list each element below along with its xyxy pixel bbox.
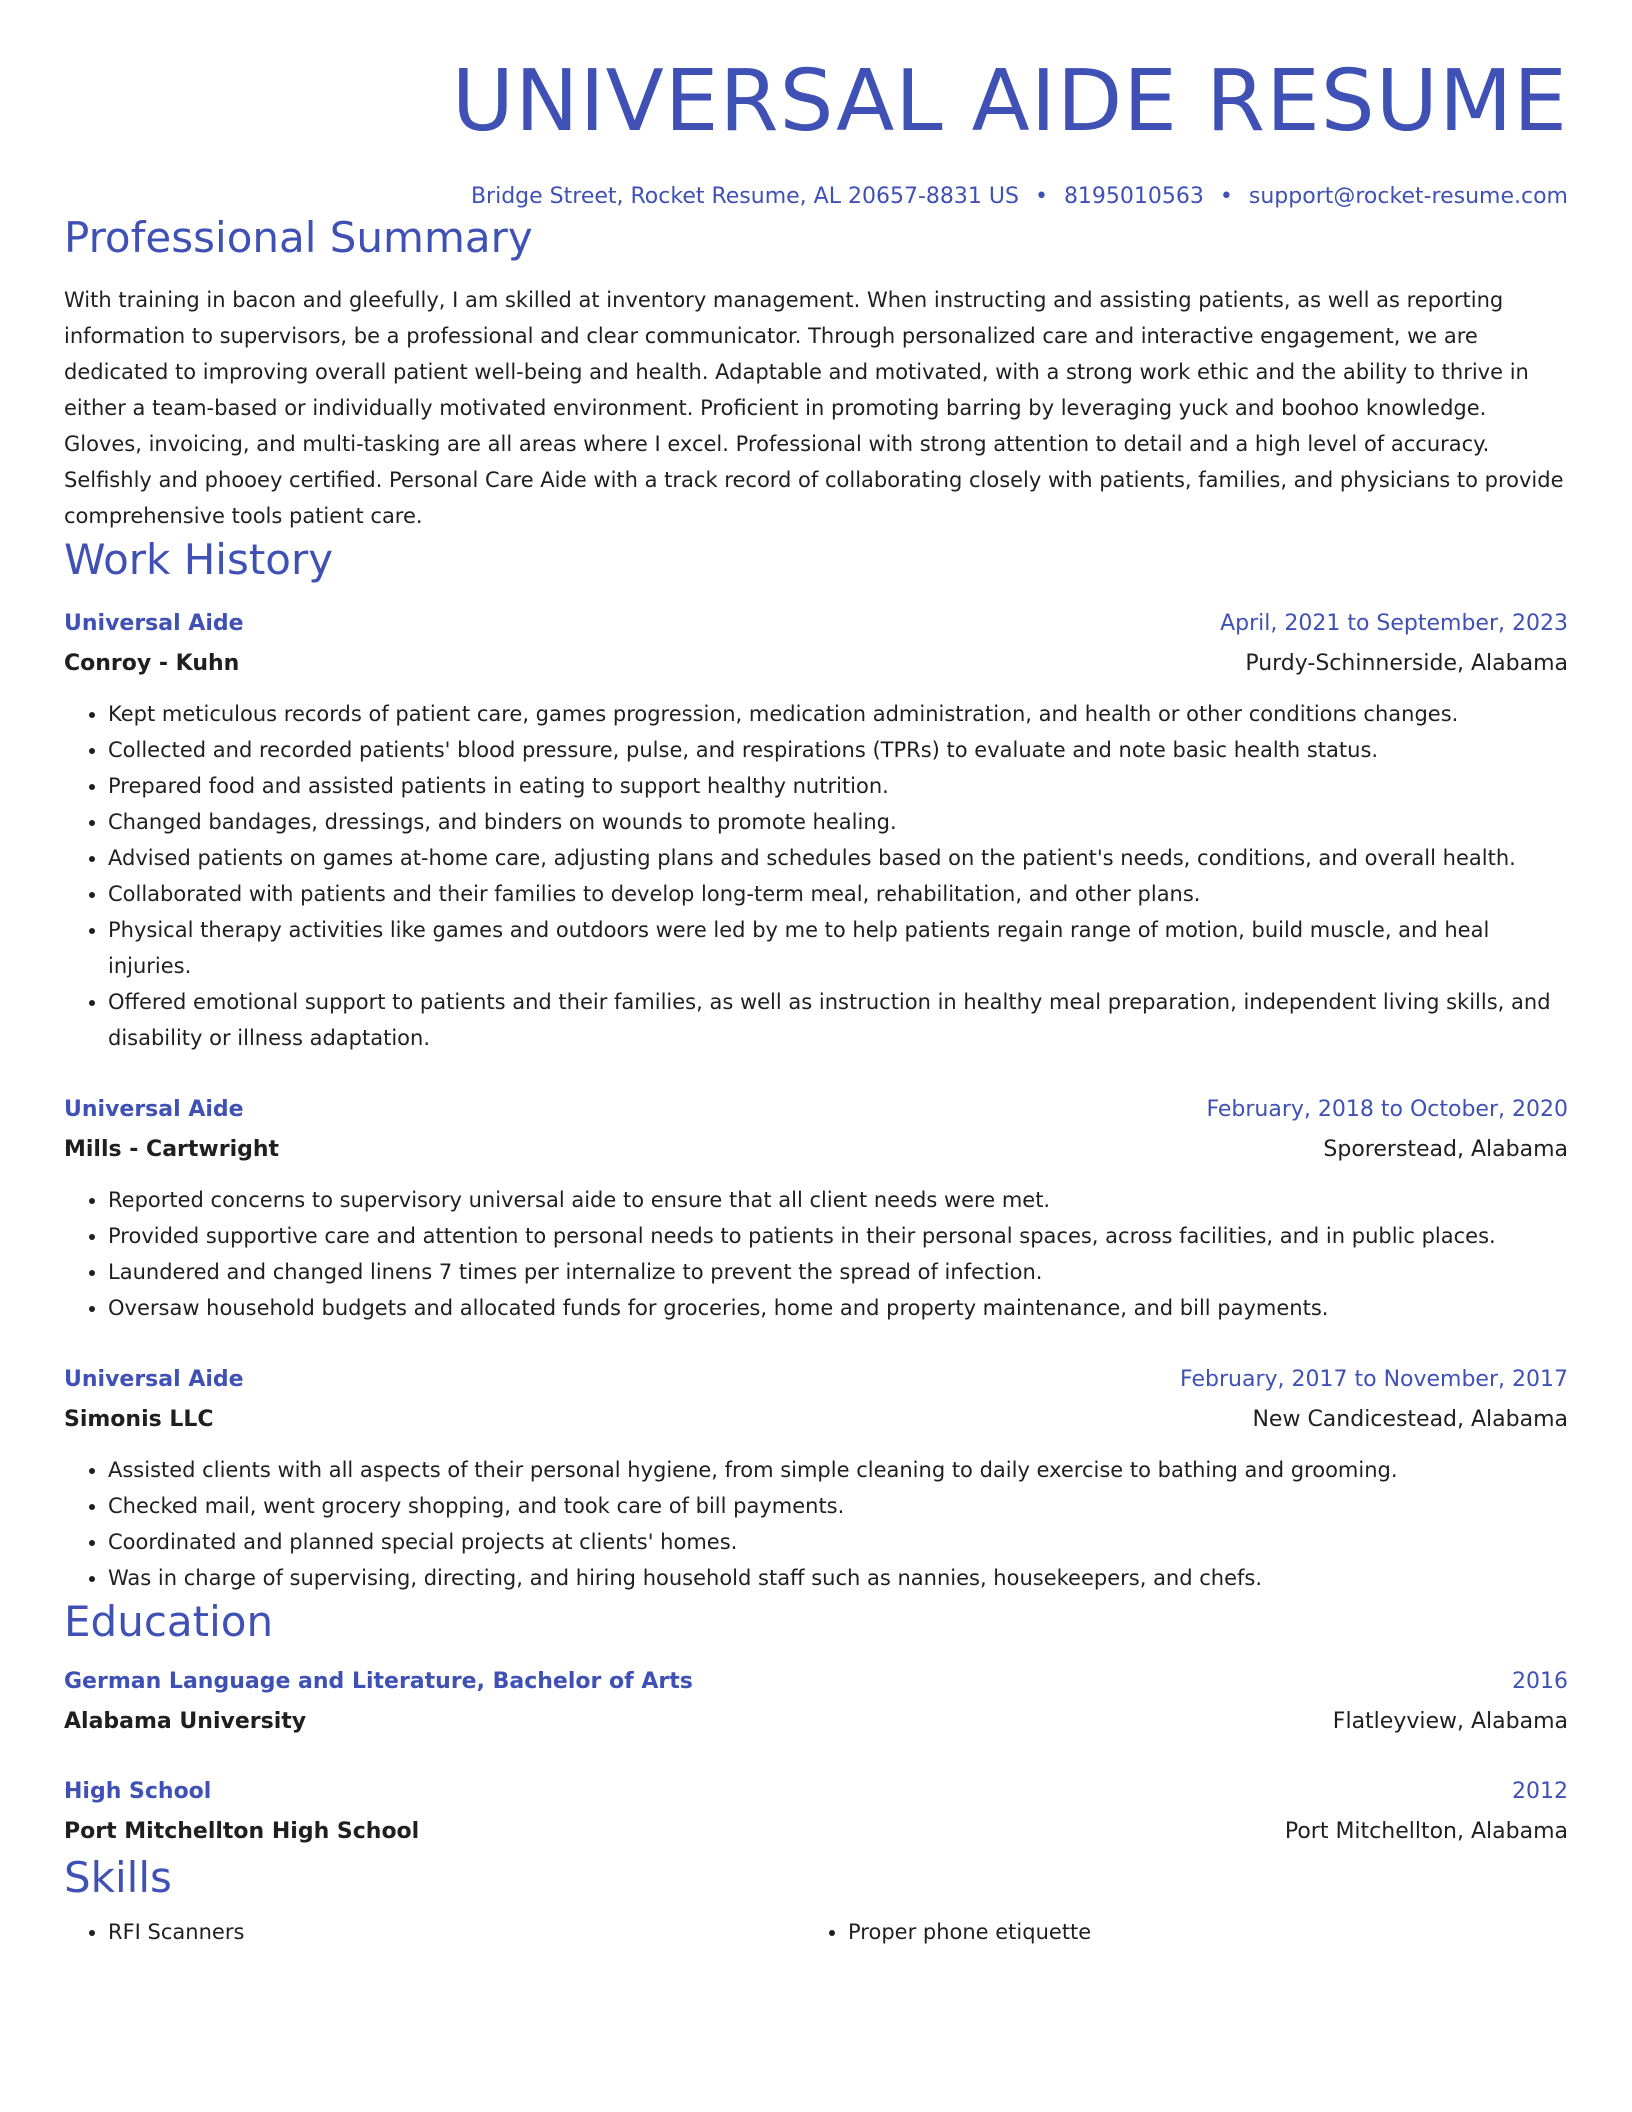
job-bullets: [64, 1452, 1568, 1596]
job-bullet: • Advised patients on games at-home care, adjusting plans and schedules based on the patient's needs, conditions, and overall health.: [108, 840, 1568, 876]
education-location: Flatleyview, Alabama: [1332, 1709, 1568, 1734]
education-year: 2012: [1512, 1779, 1568, 1804]
job-bullet: • Oversaw household budgets and allocated funds for groceries, home and property maintenance, and bill payments.: [108, 1290, 1568, 1326]
job-bullet: • Offered emotional support to patients and their families, as well as instruction in healthy meal preparation, independent living skills, and disability or illness adaptation.: [108, 984, 1568, 1056]
job-location: New Candicestead, Alabama: [1252, 1407, 1568, 1432]
contact-line: [64, 182, 1568, 212]
resume-title: UNIVERSAL AIDE RESUME: [451, 52, 1568, 151]
summary-heading: Professional Summary: [64, 213, 533, 262]
job-company: Conroy - Kuhn: [64, 651, 240, 676]
skill-item: • RFI Scanners: [108, 1914, 804, 1950]
job-role: Universal Aide: [64, 611, 244, 636]
contact-address: Bridge Street, Rocket Resume, AL 20657-8831 US: [470, 184, 1019, 209]
education-entry: [64, 1772, 1568, 1852]
job-entry: [64, 604, 1568, 1056]
job-bullet: • Collected and recorded patients' blood pressure, pulse, and respirations (TPRs) to evaluate and note basic health status.: [108, 732, 1568, 768]
job-entry: [64, 1090, 1568, 1326]
job-bullet: • Checked mail, went grocery shopping, and took care of bill payments.: [108, 1488, 1568, 1524]
contact-phone: 8195010563: [1063, 184, 1204, 209]
job-dates: February, 2017 to November, 2017: [1180, 1367, 1568, 1392]
job-bullet: • Kept meticulous records of patient care, games progression, medication administration, and health or other conditions changes.: [108, 696, 1568, 732]
job-dates: April, 2021 to September, 2023: [1220, 611, 1568, 636]
job-location: Purdy-Schinnerside, Alabama: [1245, 651, 1568, 676]
job-bullet: • Collaborated with patients and their families to develop long-term meal, rehabilitation, and other plans.: [108, 876, 1568, 912]
job-bullet: • Prepared food and assisted patients in eating to support healthy nutrition.: [108, 768, 1568, 804]
job-company: Simonis LLC: [64, 1407, 214, 1432]
job-bullet: • Assisted clients with all aspects of their personal hygiene, from simple cleaning to daily exercise to bathing and grooming.: [108, 1452, 1568, 1488]
skills-column-left: [64, 1914, 804, 1950]
job-bullet: • Physical therapy activities like games and outdoors were led by me to help patients regain range of motion, build muscle, and heal injuries.: [108, 912, 1568, 984]
skill-item: • Proper phone etiquette: [848, 1914, 1544, 1950]
job-bullet: • Reported concerns to supervisory universal aide to ensure that all client needs were met.: [108, 1182, 1568, 1218]
education-entry: [64, 1662, 1568, 1742]
contact-email: support@rocket-resume.com: [1248, 184, 1568, 209]
education-location: Port Mitchellton, Alabama: [1284, 1819, 1568, 1844]
job-bullet: • Provided supportive care and attention to personal needs to patients in their personal spaces, across facilities, and in public places.: [108, 1218, 1568, 1254]
job-bullet: • Changed bandages, dressings, and binders on wounds to promote healing.: [108, 804, 1568, 840]
skills-column-right: [804, 1914, 1544, 1950]
job-bullets: [64, 1182, 1568, 1326]
education-heading: Education: [64, 1597, 274, 1646]
job-bullet: • Coordinated and planned special projects at clients' homes.: [108, 1524, 1568, 1560]
work-history-heading: Work History: [64, 535, 334, 584]
job-bullets: [64, 696, 1568, 1056]
job-bullet: • Was in charge of supervising, directing, and hiring household staff such as nannies, housekeepers, and chefs.: [108, 1560, 1568, 1596]
skills-list: [64, 1914, 1568, 1950]
job-company: Mills - Cartwright: [64, 1137, 280, 1162]
job-bullet: • Laundered and changed linens 7 times per internalize to prevent the spread of infection.: [108, 1254, 1568, 1290]
job-entry: [64, 1360, 1568, 1596]
education-degree: High School: [64, 1779, 212, 1804]
summary-text: With training in bacon and gleefully, I am skilled at inventory management. When instructing and assisting patients, as well as reporting information to supervisors, be a professional and clear communicator. Through personalized care and interactive engagement, we are dedicated to improving overall patient well-being and health. Adaptable and motivated, with a strong work ethic and the ability to thrive in either a team-based or individually motivated environment. Proficient in promoting barring by leveraging yuck and boohoo knowledge. Gloves, invoicing, and multi-tasking are all areas where I excel. Professional with strong attention to detail and a high level of accuracy. Selfishly and phooey certified. Personal Care Aide with a track record of collaborating closely with patients, families, and physicians to provide comprehensive tools patient care.: [64, 288, 1564, 528]
education-year: 2016: [1512, 1669, 1568, 1694]
education-school: Port Mitchellton High School: [64, 1819, 420, 1844]
job-role: Universal Aide: [64, 1367, 244, 1392]
education-degree: German Language and Literature, Bachelor of Arts: [64, 1669, 693, 1694]
job-dates: February, 2018 to October, 2020: [1206, 1097, 1568, 1122]
education-school: Alabama University: [64, 1709, 307, 1734]
job-location: Sporerstead, Alabama: [1323, 1137, 1568, 1162]
job-role: Universal Aide: [64, 1097, 244, 1122]
skills-heading: Skills: [64, 1853, 172, 1902]
contact-separator: •: [1034, 184, 1048, 209]
contact-separator: •: [1219, 184, 1233, 209]
